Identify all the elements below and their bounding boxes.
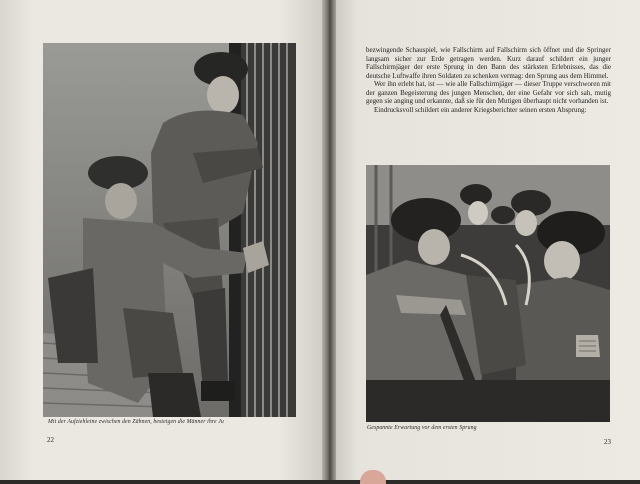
left-photo-caption: Mit der Aufziehleine zwischen den Zähnen, besteigen die Männer ihre Ju — [48, 419, 224, 425]
paragraph-3: Eindrucksvoll schildert ein anderer Kriegsberichter seinen ersten Absprung: — [374, 105, 587, 114]
right-page-text — [366, 46, 611, 114]
book-gutter — [322, 0, 336, 480]
right-photo-caption: Gespannte Erwartung vor dem ersten Sprung — [367, 425, 477, 431]
paragraph-1: bezwingende Schauspiel, wie Fallschirm auf Fallschirm sich öffnet und die Springer langsam sicher zur Erde getragen werden. Kurz darauf schildert ein junger Fallschirmjäger der erste Sprung in den Bann des stärksten Erlebnisses, das die deutsche Luftwaffe ihren Soldaten zu schenken vermag: den Sprung aus dem Himmel. — [366, 46, 611, 80]
left-page-number: 22 — [47, 436, 54, 444]
paragraph-2: Wer ihn erlebt hat, ist — wie alle Fallschirmjäger — dieser Truppe verschworen mit der ganzen Begeisterung des jungen Menschen, der eine Gefahr vor sich sah, mutig gegen sie anging und erkannte, daß sie für den Mutigen überhaupt nicht vorhanden ist. — [366, 80, 611, 105]
photo-paratroopers-waiting — [366, 165, 610, 422]
photo-soldiers-boarding-aircraft — [43, 43, 296, 417]
right-page-number: 23 — [604, 438, 611, 446]
